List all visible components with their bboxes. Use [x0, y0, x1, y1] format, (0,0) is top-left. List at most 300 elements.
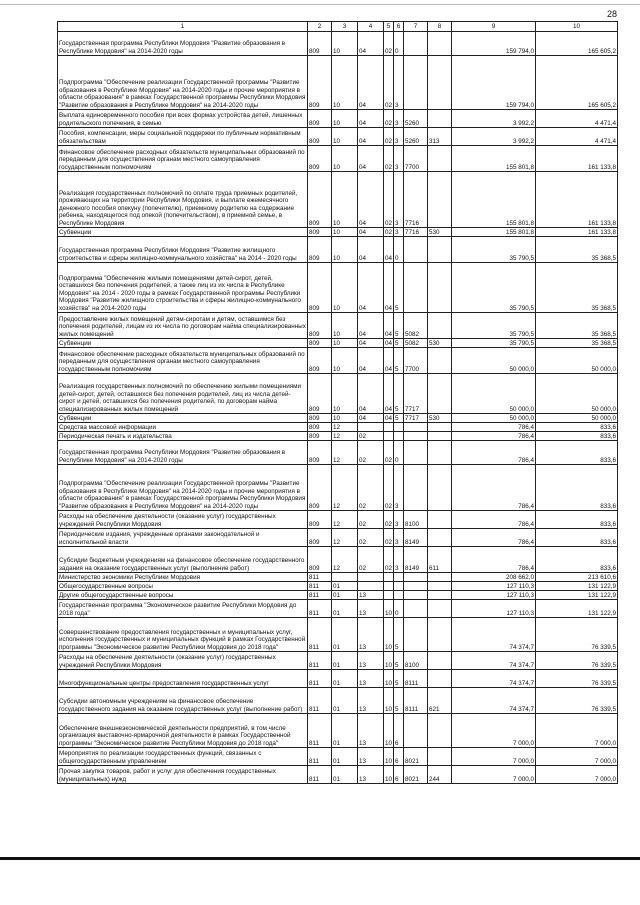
ministry-code: 811 [308, 618, 332, 652]
subsection-code: 13 [358, 688, 384, 714]
amount-year-2: 165 605,2 [536, 56, 618, 110]
expense-type-code [428, 652, 452, 670]
amount-year-2: 50 000,0 [536, 374, 618, 414]
subsection-code: 13 [358, 766, 384, 784]
section-code: 12 [332, 432, 358, 441]
ministry-code: 809 [308, 313, 332, 339]
amount-year-1: 786,4 [452, 423, 536, 432]
program-code: 10 [384, 714, 394, 748]
ministry-code: 809 [308, 237, 332, 263]
amount-year-1: 127 110,3 [452, 600, 536, 618]
table-row [58, 32, 618, 56]
row-description: Общегосударственные вопросы [58, 582, 308, 591]
row-description: Расходы на обеспечение деятельности (оказание услуг) государственных учреждений Республики Мордовия [58, 652, 308, 670]
table-row [58, 348, 618, 374]
subsection-code: 02 [358, 511, 384, 529]
subprogram-code: 0 [394, 600, 404, 618]
page-number: 28 [606, 9, 617, 19]
row-description: Субвенции [58, 414, 308, 423]
expense-type-code [428, 591, 452, 600]
amount-year-1: 50 000,0 [452, 414, 536, 423]
ministry-code: 809 [308, 228, 332, 237]
program-code: 02 [384, 172, 394, 228]
ministry-code: 809 [308, 441, 332, 465]
expense-type-code [428, 313, 452, 339]
target-article-code: 5260 [404, 128, 428, 146]
expense-type-code [428, 32, 452, 56]
column-header: 1 [58, 22, 308, 32]
program-code: 02 [384, 56, 394, 110]
subprogram-code: 3 [394, 529, 404, 547]
amount-year-1: 786,4 [452, 511, 536, 529]
target-article-code: 7717 [404, 414, 428, 423]
target-article-code [404, 600, 428, 618]
target-article-code [404, 32, 428, 56]
target-article-code: 5082 [404, 313, 428, 339]
expense-type-code: 313 [428, 128, 452, 146]
row-description: Финансовое обеспечение расходных обязательств муниципальных образований по переданным для осуществления органам местного самоуправления государственным полномочиям [58, 348, 308, 374]
amount-year-1: 159 794,0 [452, 32, 536, 56]
subprogram-code: 5 [394, 652, 404, 670]
target-article-code: 7700 [404, 146, 428, 172]
amount-year-2: 76 339,5 [536, 652, 618, 670]
program-code: 10 [384, 600, 394, 618]
subprogram-code: 5 [394, 374, 404, 414]
expense-type-code [428, 374, 452, 414]
subsection-code: 13 [358, 748, 384, 766]
amount-year-1: 74 374,7 [452, 618, 536, 652]
subprogram-code: 0 [394, 441, 404, 465]
section-code: 10 [332, 110, 358, 128]
ministry-code: 811 [308, 714, 332, 748]
subprogram-code: 5 [394, 670, 404, 688]
row-description: Другие общегосударственные вопросы [58, 591, 308, 600]
subsection-code: 04 [358, 339, 384, 348]
table-row [58, 432, 618, 441]
row-description: Финансовое обеспечение расходных обязательств муниципальных образований по переданным для осуществления органам местного самоуправления государственным полномочиям [58, 146, 308, 172]
subprogram-code: 3 [394, 465, 404, 511]
column-header: 5 [384, 22, 394, 32]
scan-top-edge [0, 4, 640, 5]
ministry-code: 811 [308, 652, 332, 670]
amount-year-1: 208 662,0 [452, 573, 536, 582]
amount-year-1: 7 000,0 [452, 766, 536, 784]
amount-year-2: 131 122,9 [536, 591, 618, 600]
program-code: 02 [384, 547, 394, 573]
subprogram-code [394, 591, 404, 600]
subprogram-code: 5 [394, 688, 404, 714]
amount-year-2: 35 368,5 [536, 313, 618, 339]
target-article-code: 7716 [404, 172, 428, 228]
amount-year-2: 833,6 [536, 432, 618, 441]
ministry-code: 809 [308, 414, 332, 423]
amount-year-2: 4 471,4 [536, 128, 618, 146]
expense-type-code [428, 465, 452, 511]
subprogram-code: 5 [394, 339, 404, 348]
amount-year-2: 50 000,0 [536, 348, 618, 374]
target-article-code [404, 423, 428, 432]
section-code: 10 [332, 146, 358, 172]
program-code: 10 [384, 670, 394, 688]
target-article-code [404, 582, 428, 591]
target-article-code [404, 714, 428, 748]
row-description: Средства массовой информации [58, 423, 308, 432]
program-code [384, 573, 394, 582]
expense-type-code [428, 348, 452, 374]
row-description: Выплата единовременного пособия при всех формах устройства детей, лишенных родительского попечения, в семью [58, 110, 308, 128]
expense-type-code [428, 511, 452, 529]
target-article-code: 5260 [404, 110, 428, 128]
ministry-code: 811 [308, 766, 332, 784]
target-article-code: 5082 [404, 339, 428, 348]
section-code: 10 [332, 228, 358, 237]
section-code: 01 [332, 600, 358, 618]
subsection-code [358, 423, 384, 432]
expense-type-code [428, 529, 452, 547]
subsection-code: 13 [358, 600, 384, 618]
amount-year-2: 76 339,5 [536, 618, 618, 652]
ministry-code: 809 [308, 465, 332, 511]
table-row [58, 618, 618, 652]
table-row [58, 263, 618, 313]
section-code: 01 [332, 748, 358, 766]
row-description: Государственная программа Республики Мордовия "Развитие жилищного строительства и сферы жилищно-коммунального хозяйства" на 2014 - 2020 годы [58, 237, 308, 263]
target-article-code: 8021 [404, 748, 428, 766]
table-row [58, 582, 618, 591]
amount-year-1: 786,4 [452, 432, 536, 441]
amount-year-1: 786,4 [452, 547, 536, 573]
section-code: 01 [332, 582, 358, 591]
row-description: Государственная программа Республики Мордовия "Развитие образования в Республике Мордовия" на 2014-2020 годы [58, 32, 308, 56]
row-description: Подпрограмма "Обеспечение реализации Государственной программы "Развитие образования в Республике Мордовия" на 2014-2020 годы и прочие мероприятия в области образования" в рамках Государственной программы Республики Мордовия "Развитие образования в Республике Мордовия" на 2014-2020 годы [58, 56, 308, 110]
subprogram-code: 3 [394, 511, 404, 529]
table-row [58, 110, 618, 128]
section-code: 10 [332, 374, 358, 414]
amount-year-2: 833,6 [536, 423, 618, 432]
subprogram-code: 3 [394, 146, 404, 172]
expense-type-code: 611 [428, 547, 452, 573]
target-article-code [404, 618, 428, 652]
subsection-code [358, 573, 384, 582]
expense-type-code [428, 432, 452, 441]
target-article-code: 8100 [404, 511, 428, 529]
target-article-code: 8149 [404, 529, 428, 547]
row-description: Субвенции [58, 228, 308, 237]
table-row [58, 414, 618, 423]
section-code: 01 [332, 714, 358, 748]
amount-year-2: 7 000,0 [536, 748, 618, 766]
ministry-code: 809 [308, 511, 332, 529]
section-code: 12 [332, 547, 358, 573]
subsection-code: 13 [358, 670, 384, 688]
subprogram-code [394, 423, 404, 432]
table-row [58, 441, 618, 465]
table-row [58, 465, 618, 511]
program-code: 04 [384, 237, 394, 263]
target-article-code: 8149 [404, 547, 428, 573]
table-row [58, 237, 618, 263]
subsection-code: 04 [358, 263, 384, 313]
amount-year-2: 833,6 [536, 547, 618, 573]
subsection-code: 02 [358, 465, 384, 511]
subprogram-code: 0 [394, 32, 404, 56]
subsection-code: 04 [358, 56, 384, 110]
expense-type-code [428, 146, 452, 172]
scan-bottom-edge [0, 857, 640, 860]
expense-type-code: 244 [428, 766, 452, 784]
amount-year-1: 786,4 [452, 441, 536, 465]
program-code [384, 582, 394, 591]
section-code: 12 [332, 511, 358, 529]
table-row [58, 670, 618, 688]
amount-year-1: 50 000,0 [452, 374, 536, 414]
table-row [58, 591, 618, 600]
row-description: Периодическая печать и издательства [58, 432, 308, 441]
section-code: 10 [332, 32, 358, 56]
amount-year-2: 76 339,5 [536, 688, 618, 714]
subprogram-code: 3 [394, 128, 404, 146]
table-row [58, 652, 618, 670]
amount-year-1: 7 000,0 [452, 714, 536, 748]
section-code: 12 [332, 423, 358, 432]
ministry-code: 809 [308, 172, 332, 228]
ministry-code: 809 [308, 110, 332, 128]
ministry-code: 811 [308, 748, 332, 766]
row-description: Мероприятия по реализации государственных функций, связанных с общегосударственным управлением [58, 748, 308, 766]
section-code: 10 [332, 128, 358, 146]
program-code: 02 [384, 110, 394, 128]
amount-year-2: 4 471,4 [536, 110, 618, 128]
amount-year-2: 161 133,8 [536, 172, 618, 228]
expense-type-code [428, 172, 452, 228]
program-code: 02 [384, 465, 394, 511]
target-article-code [404, 237, 428, 263]
row-description: Пособия, компенсации, меры социальной поддержки по публичным нормативным обязательствам [58, 128, 308, 146]
target-article-code: 8100 [404, 652, 428, 670]
ministry-code: 809 [308, 128, 332, 146]
amount-year-2: 165 605,2 [536, 32, 618, 56]
amount-year-1: 3 992,2 [452, 128, 536, 146]
program-code: 04 [385, 414, 393, 422]
section-code: 10 [332, 348, 358, 374]
ministry-code: 811 [308, 600, 332, 618]
amount-year-2: 213 610,6 [536, 573, 618, 582]
subsection-code: 04 [358, 32, 384, 56]
subsection-code: 04 [358, 110, 384, 128]
program-code: 04 [384, 263, 394, 313]
amount-year-1: 35 790,5 [452, 339, 536, 348]
row-description: Обеспечение внешнеэкономической деятельности предприятий, в том числе организация выставочно-ярмарочной деятельности в рамках Государственной программы "Экономическое развитие Республики Мордовия до 2018 года" [58, 714, 308, 748]
expense-type-code [428, 748, 452, 766]
subsection-code: 13 [358, 714, 384, 748]
program-code: 10 [384, 688, 394, 714]
expense-type-code [428, 56, 452, 110]
expense-type-code [428, 573, 452, 582]
ministry-code: 809 [308, 547, 332, 573]
expense-type-code [428, 423, 452, 432]
column-header: 2 [308, 22, 332, 32]
column-header: 6 [394, 22, 404, 32]
subprogram-code: 3 [394, 110, 404, 128]
section-code: 10 [332, 414, 358, 423]
section-code: 01 [332, 652, 358, 670]
table-row [58, 228, 618, 237]
section-code: 10 [332, 172, 358, 228]
subsection-code: 04 [358, 374, 384, 414]
ministry-code: 809 [308, 32, 332, 56]
program-code [384, 432, 394, 441]
section-code: 01 [332, 618, 358, 652]
amount-year-1: 74 374,7 [452, 688, 536, 714]
subsection-code: 04 [358, 146, 384, 172]
column-header: 9 [452, 22, 536, 32]
amount-year-1: 159 794,0 [452, 56, 536, 110]
target-article-code: 7700 [404, 348, 428, 374]
program-code: 04 [385, 339, 393, 347]
subprogram-code: 3 [394, 547, 404, 573]
row-description: Подпрограмма "Обеспечение жилыми помещениями детей-сирот, детей, оставшихся без попечения родителей, а также лиц из их числа в Республике Мордовия" на 2014 - 2020 годы в рамках Государственной программы Республики Мордовия "Развитие жилищного строительства и сферы жилищно-коммунального хозяйства" на 2014-2020 годы [58, 263, 308, 313]
ministry-code: 809 [308, 529, 332, 547]
amount-year-2: 76 339,5 [536, 670, 618, 688]
amount-year-1: 50 000,0 [452, 348, 536, 374]
amount-year-1: 74 374,7 [452, 670, 536, 688]
ministry-code: 809 [308, 374, 332, 414]
section-code: 01 [332, 670, 358, 688]
program-code: 02 [384, 32, 394, 56]
program-code: 04 [384, 313, 394, 339]
ministry-code: 811 [308, 688, 332, 714]
ministry-code: 811 [308, 670, 332, 688]
amount-year-2: 35 368,5 [536, 339, 618, 348]
table-row [58, 714, 618, 748]
table-row [58, 766, 618, 784]
row-description: Периодические издания, учрежденные органами законодательной и исполнительной власти [58, 529, 308, 547]
column-header: 3 [332, 22, 358, 32]
target-article-code: 8111 [404, 688, 428, 714]
amount-year-2: 131 122,9 [536, 582, 618, 591]
expense-type-code: 530 [428, 228, 452, 237]
amount-year-1: 155 801,8 [452, 172, 536, 228]
amount-year-1: 155 801,8 [452, 146, 536, 172]
row-description: Субсидии бюджетным учреждениям на финансовое обеспечение государственного задания на оказание государственных услуг (выполнение работ) [58, 547, 308, 573]
ministry-code: 809 [308, 146, 332, 172]
subsection-code: 13 [358, 618, 384, 652]
table-row [58, 423, 618, 432]
program-code: 02 [384, 511, 394, 529]
program-code: 04 [384, 374, 394, 414]
target-article-code: 8111 [404, 670, 428, 688]
amount-year-2: 131 122,9 [536, 600, 618, 618]
table-header-row [58, 22, 618, 32]
target-article-code [404, 591, 428, 600]
ministry-code: 811 [308, 573, 332, 582]
ministry-code: 809 [308, 348, 332, 374]
row-description: Государственная программа Республики Мордовия "Развитие образования в Республике Мордовия" на 2014-2020 годы [58, 441, 308, 465]
amount-year-1: 74 374,7 [452, 652, 536, 670]
row-description: Многофункциональные центры предоставления государственных услуг [58, 670, 308, 688]
ministry-code: 809 [308, 432, 332, 441]
amount-year-2: 833,6 [536, 441, 618, 465]
column-header: 10 [536, 22, 618, 32]
subsection-code: 04 [358, 228, 384, 237]
table-row [58, 529, 618, 547]
subprogram-code [394, 582, 404, 591]
row-description: Министерство экономики Республики Мордовия [58, 573, 308, 582]
ministry-code: 809 [308, 56, 332, 110]
ministry-code: 811 [308, 582, 332, 591]
amount-year-1: 786,4 [452, 529, 536, 547]
table-row [58, 511, 618, 529]
section-code: 12 [332, 465, 358, 511]
section-code: 10 [332, 313, 358, 339]
subsection-code [358, 582, 384, 591]
subprogram-code: 5 [394, 618, 404, 652]
section-code [332, 573, 358, 582]
subprogram-code: 3 [394, 172, 404, 228]
expense-type-code [428, 600, 452, 618]
expense-type-code [428, 237, 452, 263]
amount-year-2: 35 368,5 [536, 263, 618, 313]
program-code: 10 [384, 618, 394, 652]
section-code: 12 [332, 529, 358, 547]
subprogram-code: 6 [394, 714, 404, 748]
subsection-code: 13 [358, 591, 384, 600]
row-description: Реализация государственных полномочий по оплате труда приемных родителей, проживающих на территории Республики Мордовия, и выплате ежемесячного денежного пособия опекуну (попечителю), приемному родителю на содержание ребенка, находящегося под опекой (попечительством), в приемной семье, в Республике Мордовия [58, 172, 308, 228]
table-row [58, 339, 618, 348]
subprogram-code: 6 [394, 766, 404, 784]
table-row [58, 56, 618, 110]
expense-type-code [428, 670, 452, 688]
subprogram-code [394, 573, 404, 582]
table-row [58, 146, 618, 172]
program-code: 02 [384, 128, 394, 146]
program-code: 02 [384, 529, 394, 547]
expense-type-code [428, 582, 452, 591]
section-code: 12 [332, 441, 358, 465]
subsection-code: 04 [358, 313, 384, 339]
amount-year-2: 833,6 [536, 465, 618, 511]
program-code: 02 [384, 146, 394, 172]
amount-year-1: 7 000,0 [452, 748, 536, 766]
section-code: 01 [332, 688, 358, 714]
ministry-code: 809 [308, 339, 332, 348]
subprogram-code: 5 [394, 313, 404, 339]
expense-type-code [428, 618, 452, 652]
target-article-code [404, 56, 428, 110]
target-article-code [404, 263, 428, 313]
row-description: Реализация государственных полномочий по обеспечению жилыми помещениями детей-сирот, детей, оставшихся без попечения родителей, лиц из числа детей-сирот и детей, оставшихся без попечения родителей, по договорам найма специализированных жилых помещений [58, 374, 308, 414]
subsection-code: 04 [358, 172, 384, 228]
target-article-code: 7716 [404, 228, 428, 237]
amount-year-1: 127 110,3 [452, 582, 536, 591]
expense-type-code [428, 110, 452, 128]
column-header: 4 [358, 22, 384, 32]
table-row [58, 748, 618, 766]
subsection-code: 04 [358, 237, 384, 263]
subprogram-code: 3 [394, 56, 404, 110]
ministry-code: 809 [308, 263, 332, 313]
amount-year-1: 127 110,3 [452, 591, 536, 600]
row-description: Предоставление жилых помещений детям-сиротам и детям, оставшимся без попечения родителей, лицам из их числа по договорам найма специализированных жилых помещений [58, 313, 308, 339]
expense-type-code: 530 [428, 339, 452, 348]
program-code: 10 [384, 766, 394, 784]
program-code: 04 [384, 348, 394, 374]
amount-year-2: 833,6 [536, 529, 618, 547]
table-row [58, 374, 618, 414]
expense-type-code: 530 [428, 414, 452, 423]
row-description: Государственная программа "Экономическое развитие Республики Мордовия до 2018 года" [58, 600, 308, 618]
subprogram-code: 5 [394, 263, 404, 313]
